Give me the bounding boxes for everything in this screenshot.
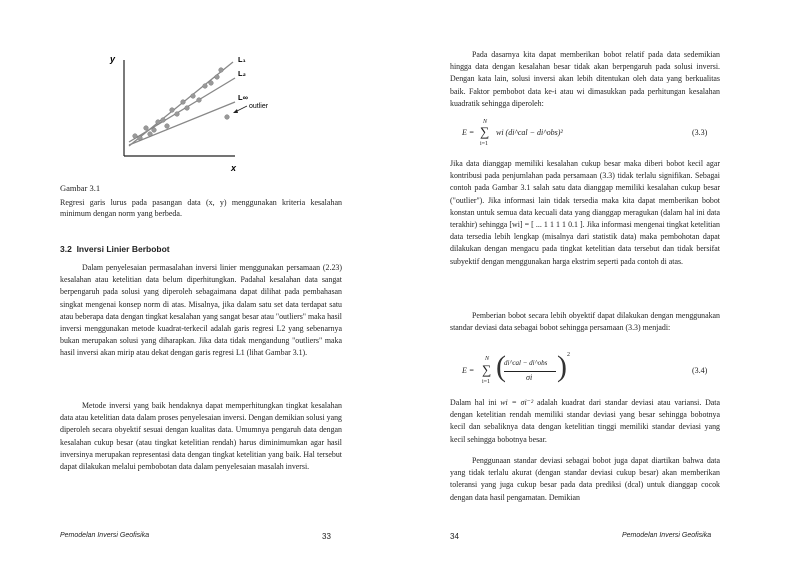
right-page [400, 0, 800, 565]
eq2-fraction-bar [504, 371, 556, 372]
eq2-numerator: di^cal − di^obs [504, 359, 548, 367]
data-point [185, 106, 190, 111]
eq2-denominator: σi [526, 373, 533, 382]
paragraph [60, 400, 342, 473]
data-point [181, 100, 186, 105]
page-number: 33 [322, 532, 331, 541]
outlier-arrowhead [233, 109, 238, 113]
data-point [138, 136, 143, 141]
data-point [170, 108, 175, 113]
eq2-left-paren: ( [496, 350, 506, 383]
section-number: 3.2 [60, 244, 72, 254]
paragraph [450, 49, 720, 110]
data-point [148, 132, 153, 137]
label-l2: L₂ [238, 69, 246, 78]
paragraph-text: Penggunaan standar deviasi sebagai bobot juga dapat diartikan bahwa data yang tidak terlalu akurat (dengan standar deviasi cukup besar) akan memberikan toleransi yang juga cukup besar pada data prediksi (dcal) untuk dianggap cocok dengan data hasil pengamatan. Demikian [450, 456, 720, 502]
data-point [219, 68, 224, 73]
data-point [165, 124, 170, 129]
eq2-number: (3.4) [692, 366, 708, 375]
section-title: Inversi Linier Berbobot [76, 244, 170, 254]
data-point [225, 115, 230, 120]
line-l2 [129, 78, 235, 142]
eq2-sum-top: N [485, 356, 490, 362]
data-point [161, 118, 166, 123]
paragraph-text: Metode inversi yang baik hendaknya dapat memperhitungkan tingkat kesalahan data atau ketelitian data dalam proses penyelesaian inversi. Dengan demikian solusi yang diperoleh secara obyektif sesuai dengan kualitas data. Umumnya pengaruh data dengan kesalahan cukup besar (atau tingkat ketelitian rendah) harus diminimumkan agar hasil inversinya merupakan representasi data dengan tingkat ketelitian yang baik. Hal tersebut dapat dilakukan melalui pembobotan data dalam penyelesaian masalah inversi. [60, 401, 342, 472]
eq2-power: 2 [567, 352, 570, 358]
data-point [156, 120, 161, 125]
data-point [144, 126, 149, 131]
inline-formula: wi = σi⁻² [500, 398, 534, 407]
paragraph-text: adalah kuadrat dari standar deviasi atau variansi. Data dengan ketelitian rendah memiliki standar deviasi yang besar sehingga bobotnya kecil dan sebaliknya data dengan ketelitian tinggi memiliki standar deviasi yang kecil sehingga bobotnya besar. [450, 398, 720, 444]
paragraph [450, 455, 720, 504]
data-point [191, 94, 196, 99]
data-point [203, 84, 208, 89]
data-point [209, 81, 214, 86]
eq1-body: wi (di^cal − di^obs)² [496, 128, 563, 137]
figure-caption-title: Gambar 3.1 [60, 183, 101, 193]
eq2-right-paren: ) [557, 350, 567, 383]
line-linf [129, 102, 235, 145]
data-point [152, 128, 157, 133]
eq1-sigma: ∑ [480, 124, 490, 139]
eq1-number: (3.3) [692, 128, 708, 137]
regression-figure [95, 48, 285, 178]
paragraph-text: Dalam penyelesaian permasalahan inversi linier menggunakan persamaan (2.23) kesalahan atau ketelitian data belum diperhitungkan. Padahal kesalahan data sangat berpengaruh pada solusi yang diperoleh sebagaimana dapat dilihat pada pembahasan singkat mengenai konsep norm di atas. Misalnya, jika dalam satu set data terdapat satu atau beberapa data dengan tingkat kesalahan yang sangat besar atau "outliers" maka hasil inversi menggunakan metode kuadrat-terkecil adalah garis regresi L2 yang sebenarnya bukan merupakan solusi yang diharapkan. Jika data tidak mengandung "outliers" maka hasil inversi akan mirip atau dekat dengan garis regresi L1 (lihat Gambar 3.1). [60, 263, 342, 358]
x-axis-label: x [231, 163, 237, 173]
paragraph-text: Jika data dianggap memiliki kesalahan cukup besar maka diberi bobot kecil agar kontribusi pada penjumlahan pada persamaan (3.3) tidak terlalu signifikan. Sebagai contoh pada Gambar 3.1 salah satu data dianggap memiliki kesalahan cukup besar ("outlier"). Jika informasi lain tidak tersedia maka kita dapat memberikan bobot konstan untuk semua data kecuali data yang dianggap meragukan (dalam hal ini data terakhir) sehingga [wi] = [ ... 1 1 1 1 0.1 ]. Jika informasi mengenai tingkat ketelitian data tersedia lebih lengkap (misalnya dari statistik data) maka pembohotan dapat dilakukan dengan mengacu pada tingkat ketelitian data tersebut dan tidak bersifat subyektif dengan menggunakan harga ekstrim seperti pada contoh di atas. [450, 159, 720, 266]
eq2-lhs: E = [462, 366, 475, 375]
paragraph [450, 397, 720, 446]
paragraph-text: Pada dasarnya kita dapat memberikan bobot relatif pada data sedemikian hingga data dengan kesalahan besar tidak akan berpengaruh pada solusi inversi. Dengan kata lain, solusi inversi akan lebih ditentukan oleh data yang berkualitas baik. Faktor pembobot data ke-i atau wi dimasukkan pada perhitungan kesalahan kuadratik sehingga diperoleh: [450, 50, 720, 108]
paragraph-text: Pemberian bobot secara lebih obyektif dapat dilakukan dengan menggunakan standar deviasi data sebagai bobot sehingga persamaan (3.3) menjadi: [450, 311, 720, 333]
page-number: 34 [450, 532, 459, 541]
data-point [175, 112, 180, 117]
outlier-label: outlier [249, 103, 269, 110]
paragraph [450, 310, 720, 334]
label-l1: L₁ [238, 55, 246, 64]
data-point [133, 134, 138, 139]
y-axis-label: y [110, 54, 116, 64]
eq2-sigma: ∑ [482, 362, 492, 377]
label-linf: L∞ [238, 93, 248, 102]
footer-title: Pemodelan Inversi Geofisika [60, 532, 150, 539]
data-point [197, 98, 202, 103]
eq1-lhs: E = [462, 128, 475, 137]
eq1-sum-top: N [483, 119, 488, 125]
paragraph-prefix: Dalam hal ini [450, 398, 497, 407]
paragraph [60, 262, 342, 360]
eq1-sum-bottom: i=1 [480, 141, 489, 147]
section-heading [60, 244, 170, 254]
data-point [215, 75, 220, 80]
eq2-sum-bottom: i=1 [482, 379, 491, 385]
paragraph [450, 158, 720, 268]
footer-title: Pemodelan Inversi Geofisika [622, 532, 712, 539]
figure-caption-text: Regresi garis lurus pada pasangan data (x, y) menggunakan kriteria kesalahan minimum dengan norm yang berbeda. [60, 198, 342, 218]
